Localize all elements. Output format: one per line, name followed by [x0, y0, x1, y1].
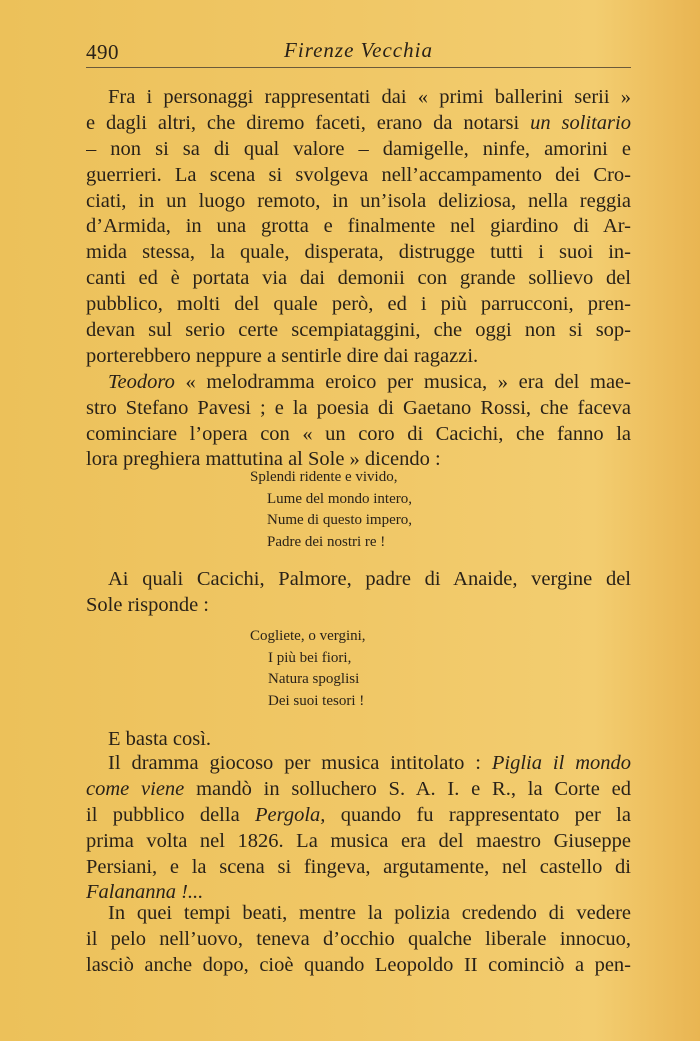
text-line: Fra i personaggi rappresentati dai « primi ballerini serii » — [108, 86, 631, 108]
text-line: In quei tempi beati, mentre la polizia credendo di vedere — [108, 902, 631, 924]
text-line: stro Stefano Pavesi ; e la poesia di Gaetano Rossi, che faceva — [86, 396, 631, 419]
header-rule — [86, 67, 631, 68]
verse-line: Nume di questo impero, — [267, 512, 412, 528]
verse-block — [250, 467, 412, 553]
text-line: lora preghiera mattutina al Sole » dicendo : — [86, 448, 441, 471]
paragraph — [86, 727, 631, 753]
verse-line: Lume del mondo intero, — [267, 490, 412, 507]
text-line: Sole risponde : — [86, 593, 209, 616]
text-line: prima volta nel 1826. La musica era del maestro Giuseppe — [86, 829, 631, 852]
verse-line: Splendi ridente e vivido, — [250, 469, 398, 485]
verse-line: Natura spoglisi — [268, 671, 360, 687]
text-line: Falananna !... — [86, 881, 204, 904]
text-line: pubblico, molti del quale però, ed i più parrucconi, pren- — [86, 293, 631, 316]
text-line: Il dramma giocoso per musica intitolato : Piglia il mondo — [108, 752, 631, 774]
text-line: il pubblico della Pergola, quando fu rappresentato per la — [86, 803, 631, 826]
text-line: porterebbero neppure a sentirle dire dai ragazzi. — [86, 344, 479, 367]
verse-block — [250, 626, 366, 712]
text-line: d’Armida, in una grotta e finalmente nel giardino di Ar- — [86, 215, 631, 238]
paragraph — [86, 751, 631, 906]
running-title: Firenze Vecchia — [284, 38, 433, 62]
text-line: Persiani, e la scena si fingeva, argutamente, nel castello di — [86, 855, 631, 878]
text-line: lasciò anche dopo, cioè quando Leopoldo II cominciò a pen- — [86, 953, 631, 976]
verse-line: Padre dei nostri re ! — [267, 533, 386, 550]
text-line: canti ed è portata via dai demonii con grande sollievo del — [86, 267, 631, 290]
text-line: come viene mandò in solluchero S. A. I. e R., la Corte ed — [86, 777, 631, 800]
text-line: cominciare l’opera con « un coro di Cacichi, che fanno la — [86, 422, 631, 445]
page-body — [86, 85, 631, 473]
text-line: E basta così. — [108, 728, 212, 750]
text-line: Teodoro « melodramma eroico per musica, » era del mae- — [108, 370, 631, 393]
text-line: – non si sa di qual valore – damigelle, ninfe, amorini e — [86, 137, 631, 160]
text-line: Ai quali Cacichi, Palmore, padre di Anaide, vergine del — [108, 568, 631, 590]
verse-line: I più bei fiori, — [268, 649, 352, 666]
text-line: mida stessa, la quale, disperata, distrugge tutti i suoi in- — [86, 241, 631, 264]
text-line: devan sul serio certe scempiataggini, che oggi non si sop- — [86, 319, 631, 342]
text-line: guerrieri. La scena si svolgeva nell’accampamento dei Cro- — [86, 163, 631, 186]
text-line: e dagli altri, che diremo faceti, erano da notarsi un solitario — [86, 111, 631, 134]
paragraph — [86, 901, 631, 979]
paragraph — [86, 567, 631, 619]
text-line: ciati, in un luogo remoto, in un’isola deliziosa, nella reggia — [86, 189, 631, 212]
page-number: 490 — [86, 40, 119, 64]
text-line: il pelo nell’uovo, teneva d’occhio qualche liberale innocuo, — [86, 927, 631, 950]
verse-line: Dei suoi tesori ! — [268, 692, 365, 709]
verse-line: Cogliete, o vergini, — [250, 628, 366, 644]
page-header — [86, 36, 631, 68]
